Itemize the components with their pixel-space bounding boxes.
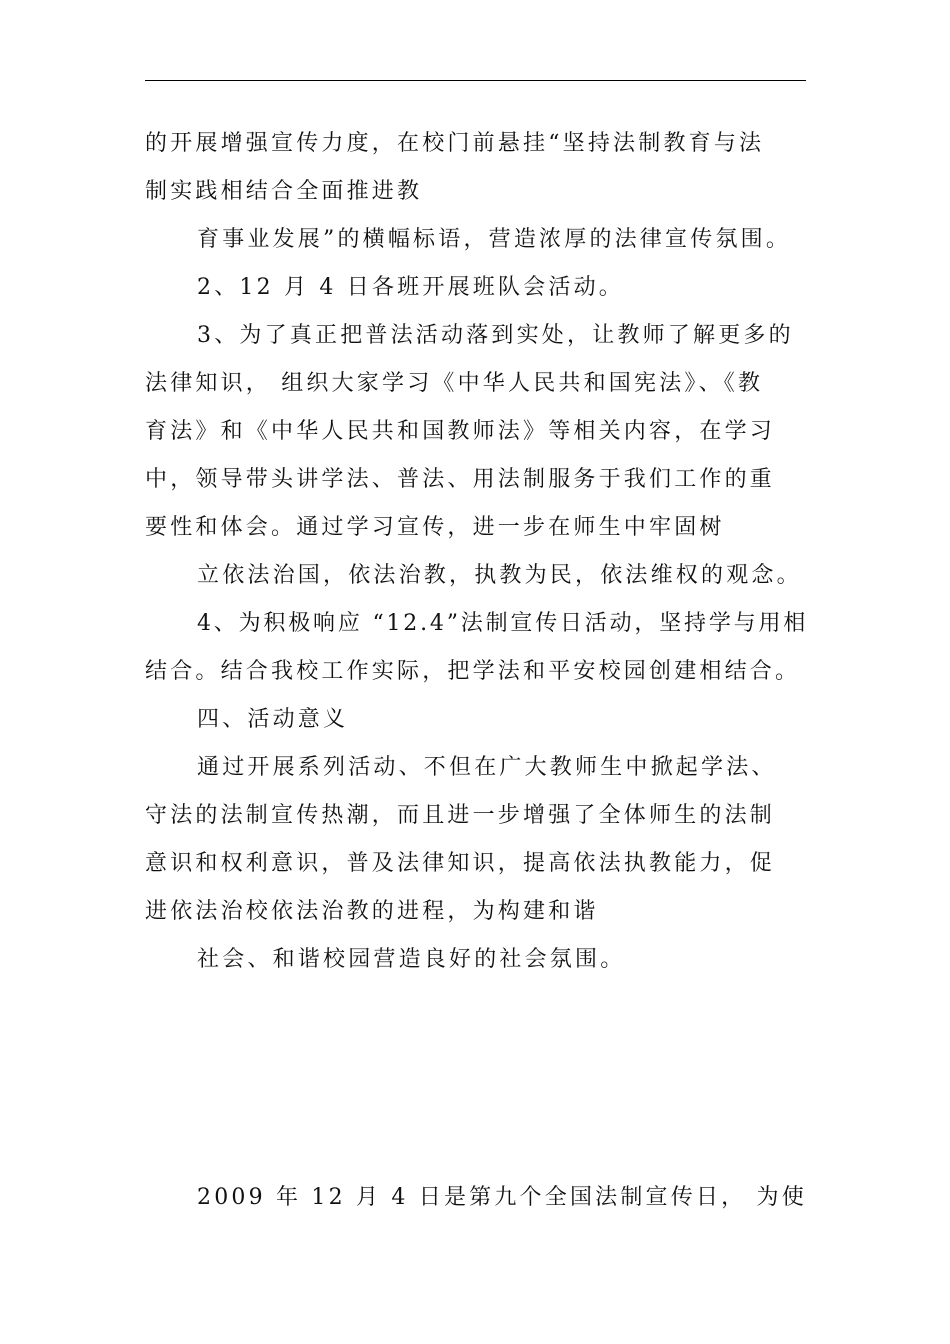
text-line: 社会、和谐校园营造良好的社会氛围。 [197, 947, 626, 972]
text-line: 要性和体会。通过学习宣传，进一步在师生中牢固树 [145, 515, 725, 540]
text-line: 法律知识， 组织大家学习《中华人民共和国宪法》、《教 [145, 371, 764, 396]
text-line: 育法》和《中华人民共和国教师法》等相关内容，在学习 [145, 419, 776, 444]
list-item: 4、为积极响应 “12.4”法制宣传日活动，坚持学与用相 [197, 611, 809, 636]
text-line: 的开展增强宣传力度，在校门前悬挂“坚持法制教育与法 [145, 131, 765, 156]
text-line: 进依法治校依法治教的进程，为构建和谐 [145, 899, 599, 924]
text-line: 育事业发展”的横幅标语，营造浓厚的法律宣传氛围。 [197, 227, 792, 252]
header-rule [145, 80, 806, 81]
text-line: 立依法治国，依法治教，执教为民，依法维权的观念。 [197, 563, 802, 588]
text-line: 制实践相结合全面推进教 [145, 179, 423, 204]
text-line: 中，领导带头讲学法、普法、用法制服务于我们工作的重 [145, 467, 776, 492]
section-heading: 四、活动意义 [197, 707, 349, 732]
text-line: 守法的法制宣传热潮，而且进一步增强了全体师生的法制 [145, 803, 776, 828]
list-item: 3、为了真正把普法活动落到实处，让教师了解更多的 [197, 323, 794, 348]
list-item: 2、12 月 4 日各班开展班队会活动。 [197, 275, 624, 300]
text-line: 结合。结合我校工作实际，把学法和平安校园创建相结合。 [145, 659, 801, 684]
text-line: 通过开展系列活动、不但在广大教师生中掀起学法、 [197, 755, 777, 780]
text-line: 意识和权利意识，普及法律知识，提高依法执教能力，促 [145, 851, 776, 876]
text-line: 2009 年 12 月 4 日是第九个全国法制宣传日， 为使 [197, 1185, 807, 1210]
